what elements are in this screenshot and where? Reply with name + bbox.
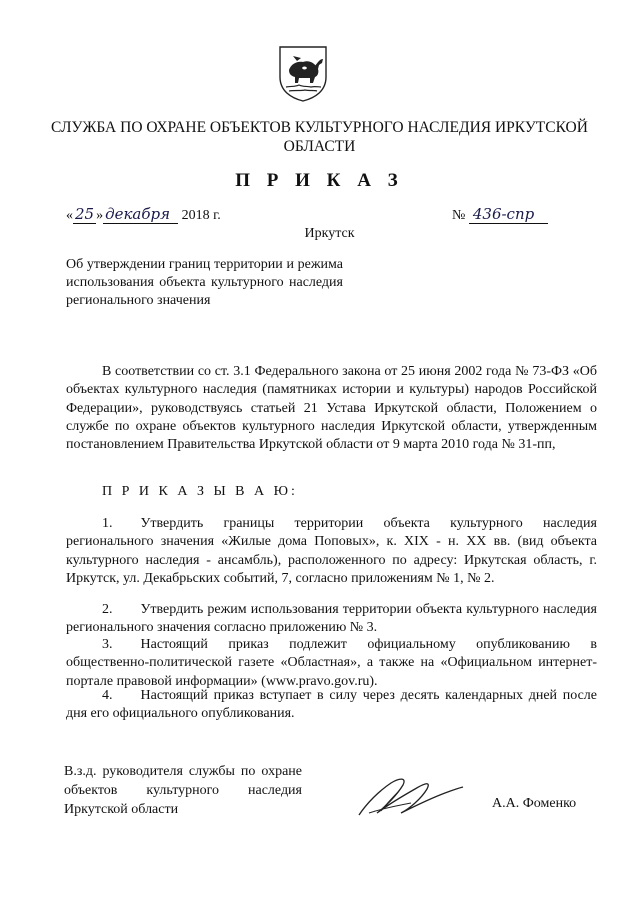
date-quote-open: « [66,208,73,223]
date-month: декабря [103,205,178,224]
number-value: 436-спр [469,205,548,224]
order-city: Иркутск [304,226,355,241]
order-subject: Об утверждении границ территории и режима использования объекта культурного наследия регионального значения [66,257,343,308]
date-year: 2018 г. [181,208,221,223]
number-sign: № [452,208,466,223]
preamble-paragraph: В соответствии со ст. 3.1 Федерального закона от 25 июня 2002 года № 73-ФЗ «Об объектах культурного наследия (памятниках истории и культуры) народов Российской Федерации», руководствуясь статьей 21 Устава Иркутской области, Положением о службе по охране объектов культурного наследия Иркутской области, утвержденным постановлением Правительства Иркутской области от 9 марта 2010 года № 31-пп, [66,364,597,453]
order-number [452,205,548,224]
document-title: П Р И К А З [235,170,404,191]
order-item-1: 1. Утвердить границы территории объекта культурного наследия регионального значения «Жилые дома Поповых», к. XIX - н. XX вв. (вид объекта культурного наследия - ансамбль), расположенного по адресу: Иркутская область, г. Иркутск, ул. Декабрьских событий, 7, согласно приложениям № 1, № 2. [66,516,597,586]
order-date [66,205,221,224]
coat-of-arms-icon [277,44,329,102]
handwritten-signature [355,773,467,819]
order-item-3: 3. Настоящий приказ подлежит официальному опубликованию в общественно-политической газете «Областная», а также на «Официальном интернет-портале правовой информации» (www.pravo.gov.ru). [66,637,597,689]
ordering-word: П Р И К А З Ы В А Ю: [102,484,298,499]
order-item-2: 2. Утвердить режим использования территории объекта культурного наследия регионального значения согласно приложению № 3. [66,602,597,636]
signatory-name: А.А. Фоменко [492,796,577,811]
date-quote-close: » [96,208,104,223]
date-day: 25 [75,205,95,223]
signatory-position: В.з.д. руководителя службы по охране объектов культурного наследия Иркутской области [64,764,302,817]
order-item-4: 4. Настоящий приказ вступает в силу через десять календарных дней после дня его официального опубликования. [66,688,597,722]
organization-name: СЛУЖБА ПО ОХРАНЕ ОБЪЕКТОВ КУЛЬТУРНОГО НАСЛЕДИЯ ИРКУТСКОЙ ОБЛАСТИ [51,119,588,155]
